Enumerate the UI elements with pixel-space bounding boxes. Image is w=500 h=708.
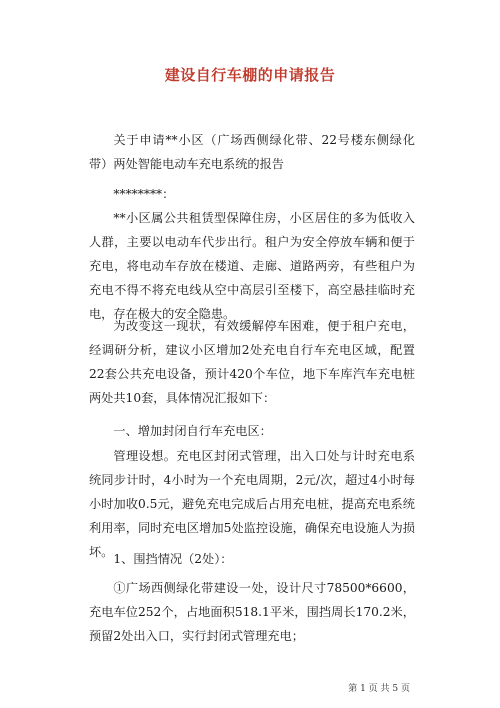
body-paragraph-management: 管理设想。充电区封闭式管理，出入口处与计时充电系统同步计时，4小时为一个充电周期，2元/次，超过4小时每小时加收0.5元，避免充电完成后占用充电桩，提高充电系统利用率，同时充电区增加5处监控设施，确保充电设施人为损坏。 bbox=[89, 449, 415, 559]
body-paragraph-background: **小区属公共租赁型保障住房，小区居住的多为低收入人群，主要以电动车代步出行。租户为安全停放车辆和便于充电，将电动车存放在楼道、走廊、道路两旁，有些租户为充电不得不将充电线从空中高层引至楼下，高空悬挂临时充电，存在极大的安全隐患。 bbox=[89, 211, 415, 321]
body-paragraph-enclosure-1: ①广场西侧绿化带建设一处，设计尺寸78500*6600，充电车位252个，占地面积518.1平米，围挡周长170.2米，预留2处出入口，实行封闭式管理充电； bbox=[89, 581, 415, 643]
salutation: ********： bbox=[113, 187, 175, 201]
body-paragraph-proposal: 为改变这一现状，有效缓解停车困难，便于租户充电，经调研分析，建议小区增加2处充电自行车充电区域，配置22套公共充电设备，预计420个车位，地下车库汽车充电桩两处共10套，具体情况汇报如下： bbox=[89, 319, 415, 405]
report-subject: 关于申请**小区（广场西侧绿化带、22号楼东侧绿化带）两处智能电动车充电系统的报告 bbox=[89, 133, 415, 171]
page-footer: 第 1 页 共 5 页 bbox=[348, 684, 410, 694]
document-title: 建设自行车棚的申请报告 bbox=[164, 66, 336, 84]
subsection-heading-enclosure: 1、围挡情况（2处）： bbox=[113, 552, 233, 566]
section-heading-1: 一、增加封闭自行车充电区： bbox=[113, 424, 272, 438]
